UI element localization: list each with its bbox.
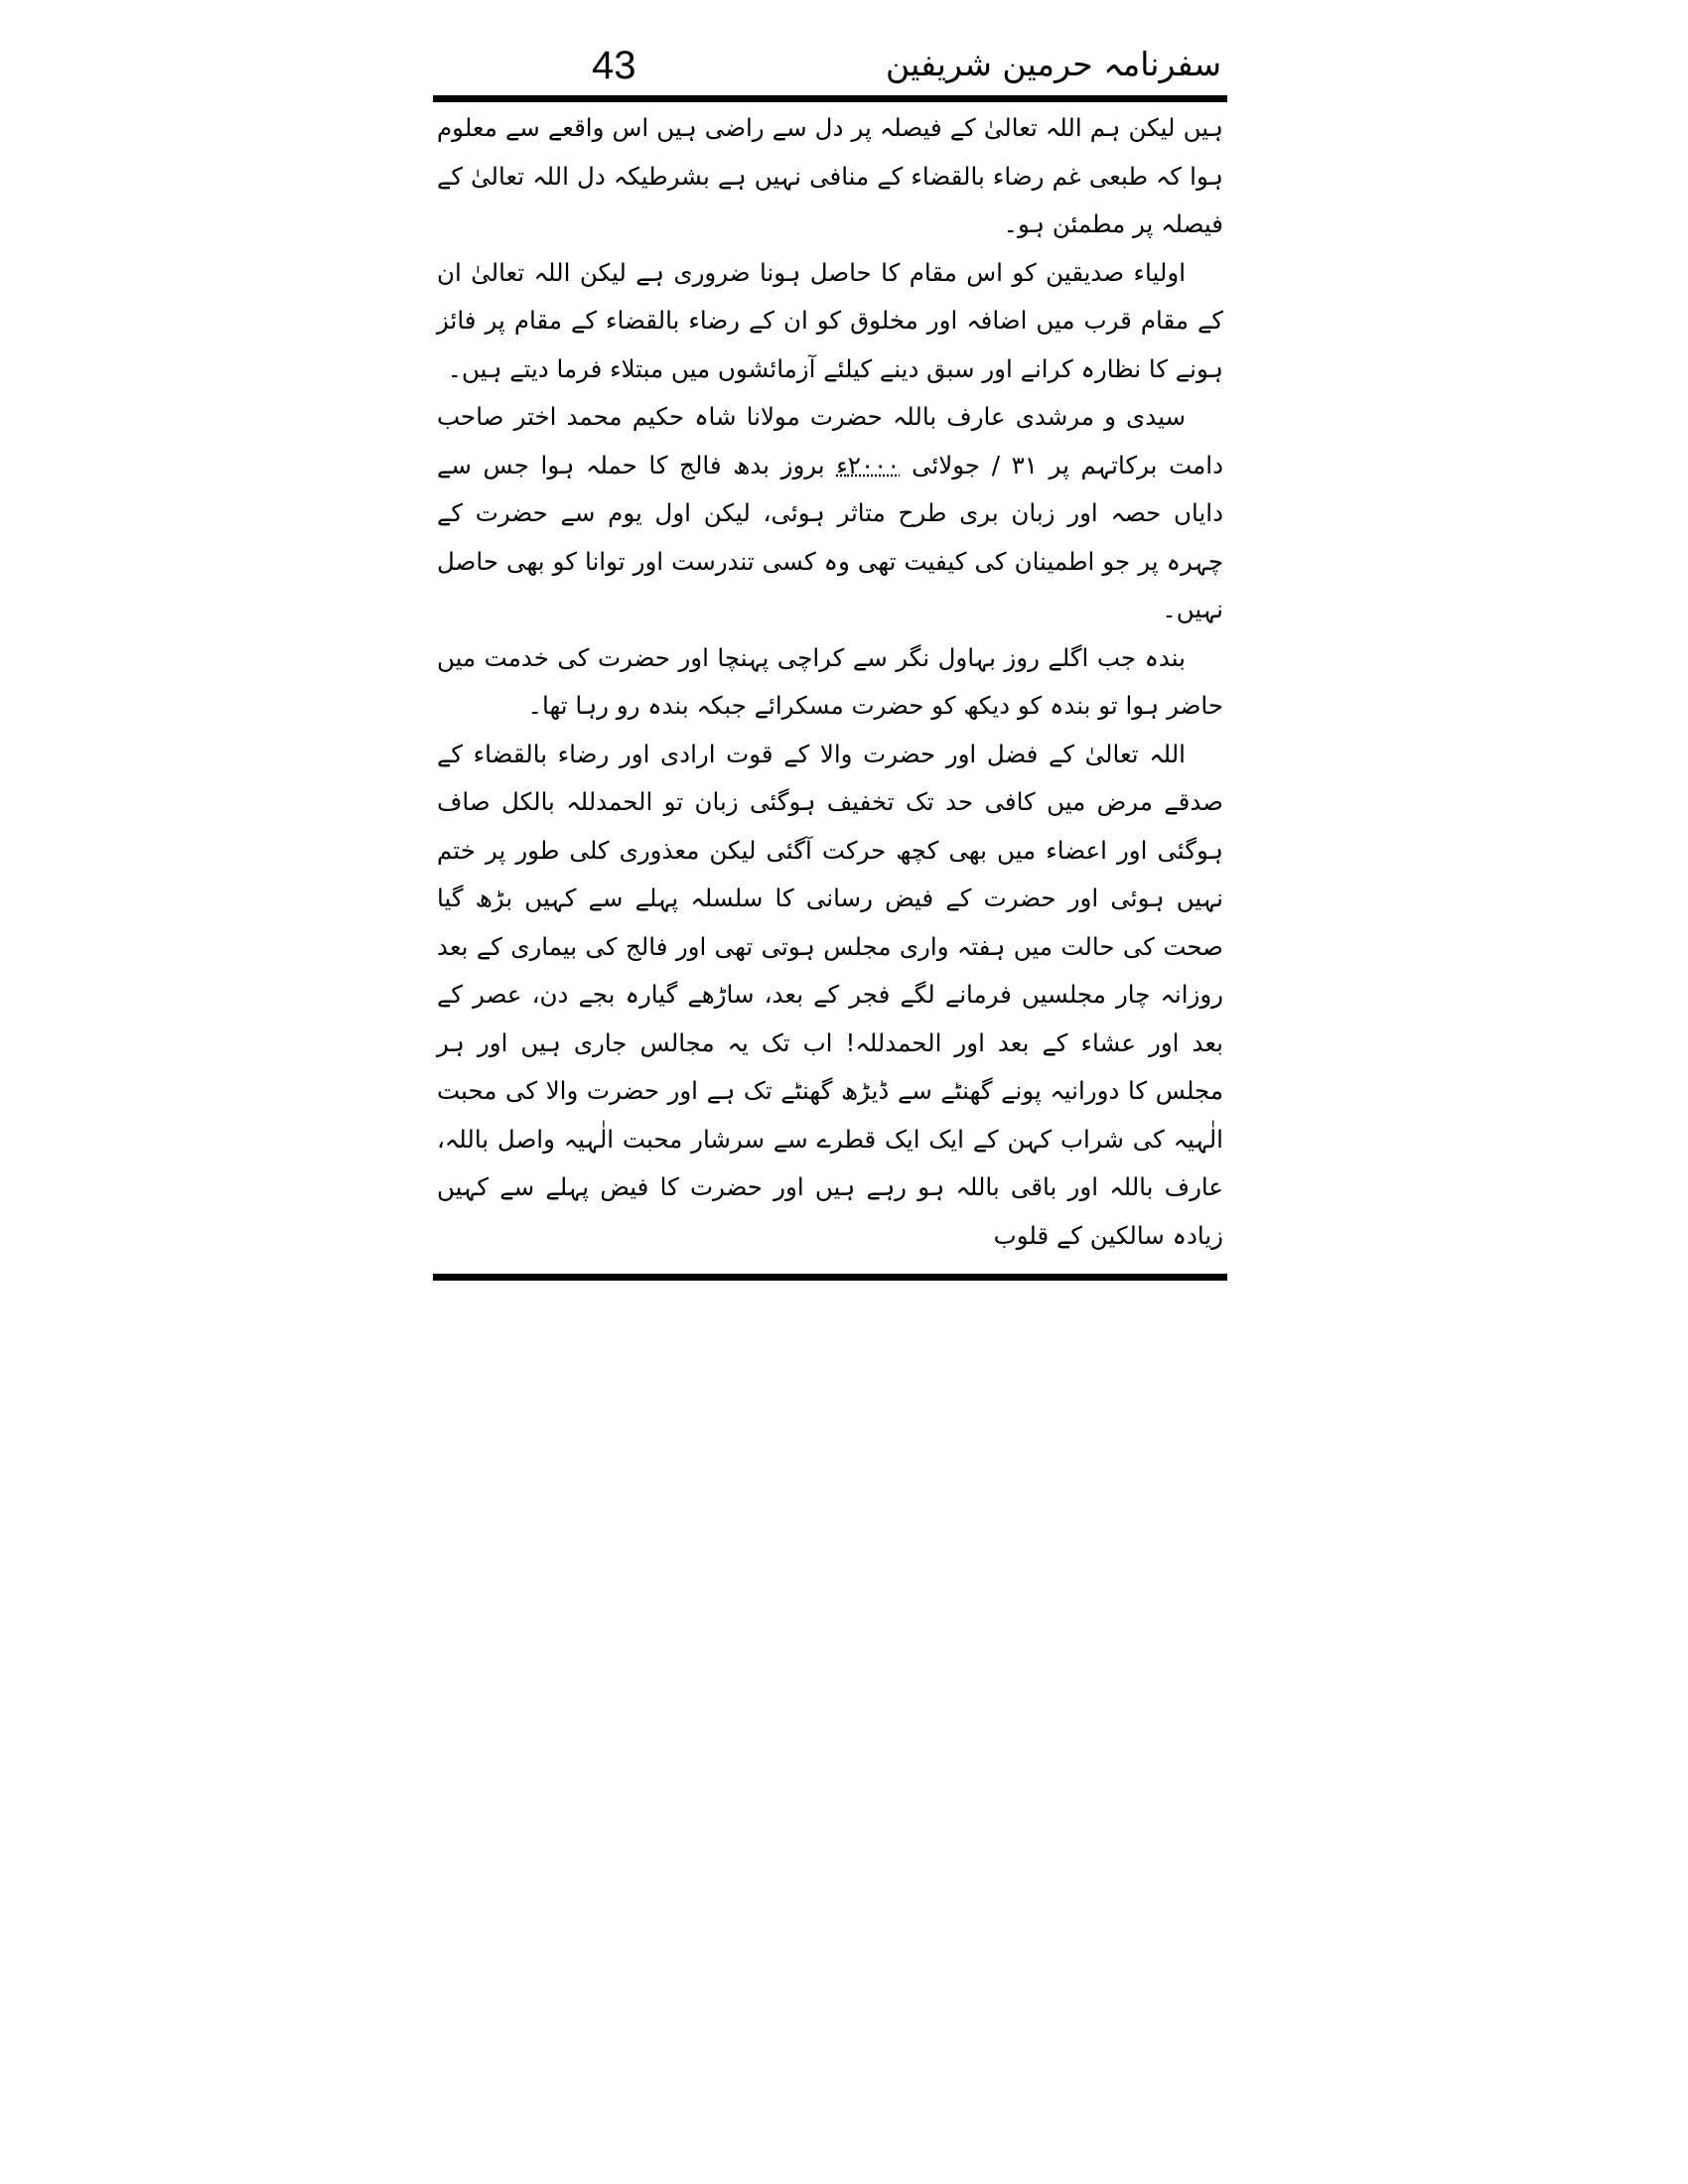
paragraph-3-part-1: سیدی و مرشدی عارف باللہ حضرت مولانا شاہ حکیم محمد اختر صاحب دامت برکاتہم پر ۳۱ / جولائی: [437, 402, 1223, 479]
body-text: [433, 104, 1227, 1260]
paragraph-5: اللہ تعالیٰ کے فضل اور حضرت والا کے قوت ارادی اور رضاء بالقضاء کے صدقے مرض میں کافی حد تک تخفیف ہوگئی زبان تو الحمدللہ بالکل صاف ہوگئی اور اعضاء میں بھی کچھ حرکت آگئی لیکن معذوری کلی طور پر ختم نہیں ہوئی اور حضرت کے فیض رسانی کا سلسلہ پہلے سے کہیں بڑھ گیا صحت کی حالت میں ہفتہ واری مجلس ہوتی تھی اور فالج کی بیماری کے بعد روزانہ چار مجلسیں فرمانے لگے فجر کے بعد، ساڑھے گیارہ بجے دن، عصر کے بعد اور عشاء کے بعد اور الحمدللہ! اب تک یہ مجالس جاری ہیں اور ہر مجلس کا دورانیہ پونے گھنٹے سے ڈیڑھ گھنٹے تک ہے اور حضرت والا کی محبت الٰہیہ کی شراب کہن کے ایک ایک قطرے سے سرشار محبت الٰہیہ واصل باللہ، عارف باللہ اور باقی باللہ ہو رہے ہیں اور حضرت کا فیض پہلے سے کہیں زیادہ سالکین کے قلوب: [437, 739, 1223, 1250]
year-text: ۲۰۰۰ء: [836, 450, 901, 479]
paragraph-4: بندہ جب اگلے روز بہاول نگر سے کراچی پہنچا اور حضرت کی خدمت میں حاضر ہوا تو بندہ کو دیکھ کو حضرت مسکرائے جبکہ بندہ رو رہا تھا۔: [437, 642, 1223, 720]
running-header: [433, 40, 1227, 93]
page-number: 43: [592, 44, 636, 87]
page-column: [433, 40, 1227, 1281]
paragraph-2: اولیاء صدیقین کو اس مقام کا حاصل ہونا ضروری ہے لیکن اللہ تعالیٰ ان کے مقام قرب میں اضافہ اور مخلوق کو ان کے رضاء بالقضاء کے مقام پر فائز ہونے کا نظارہ کرانے اور سبق دینے کیلئے آزمائشوں میں مبتلاء فرما دیتے ہیں۔: [437, 257, 1223, 383]
footer-rule: [433, 1274, 1227, 1281]
paragraph-3-part-2: بروز بدھ فالج کا حملہ ہوا جس سے دایاں حصہ اور زبان بری طرح متاثر ہوئی، لیکن اول یوم سے حضرت کے چہرہ پر جو اطمینان کی کیفیت تھی وہ کسی تندرست اور توانا کو بھی حاصل نہیں۔: [437, 450, 1223, 623]
header-rule: [433, 95, 1227, 102]
paragraph-1: ہیں لیکن ہم اللہ تعالیٰ کے فیصلہ پر دل سے راضی ہیں اس واقعے سے معلوم ہوا کہ طبعی غم رضاء بالقضاء کے منافی نہیں ہے بشرطیکہ دل اللہ تعالیٰ کے فیصلہ پر مطمئن ہو۔: [437, 113, 1223, 238]
paragraph-3: [437, 393, 1223, 634]
book-title: سفرنامہ حرمین شریفین: [886, 45, 1221, 83]
